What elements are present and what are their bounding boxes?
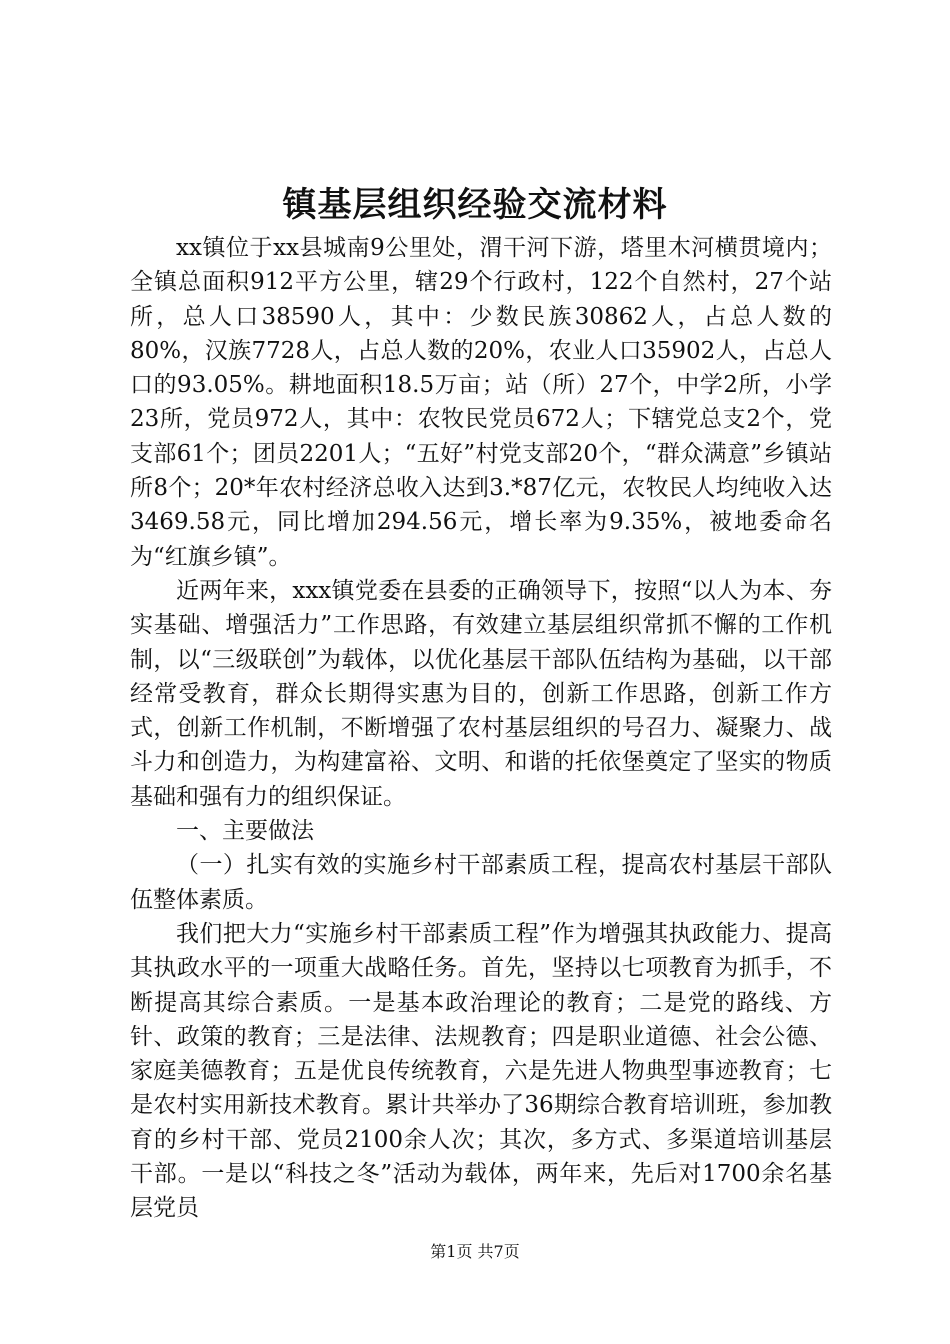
subsection-heading-cadre-quality: （一）扎实有效的实施乡村干部素质工程，提高农村基层干部队伍整体素质。 — [130, 852, 832, 913]
document-body — [130, 231, 832, 1226]
paragraph-cadre-training: 我们把大力“实施乡村干部素质工程”作为增强其执政能力、提高其执政水平的一项重大战略任务。首先，坚持以七项教育为抓手，不断提高其综合素质。一是基本政治理论的教育；二是党的路线、方针、政策的教育；三是法律、法规教育；四是职业道德、社会公德、家庭美德教育；五是优良传统教育，六是先进人物典型事迹教育；七是农村实用新技术教育。累计共举办了36期综合教育培训班，参加教育的乡村干部、党员2100余人次；其次，多方式、多渠道培训基层干部。一是以“科技之冬”活动为载体，两年来，先后对1700余名基层党员 — [130, 920, 832, 1222]
page-footer: 第1页 共7页 — [430, 1242, 520, 1261]
paragraph-town-overview: xx镇位于xx县城南9公里处，渭干河下游，塔里木河横贯境内；全镇总面积912平方公里，辖29个行政村，122个自然村，27个站所，总人口38590人，其中：少数民族30862人，占总人数的80%，汉族7728人，占总人数的20%，农业人口35902人，占总人口的93.05%。耕地面积18.5万亩；站（所）27个，中学2所，小学23所，党员972人，其中：农牧民党员672人；下辖党总支2个，党支部61个；团员2201人；“五好”村党支部20个，“群众满意”乡镇站所8个；20*年农村经济总收入达到3.*87亿元，农牧民人均纯收入达3469.58元，同比增加294.56元，增长率为9.35%，被地委命名为“红旗乡镇”。 — [130, 235, 832, 570]
paragraph-recent-work: 近两年来，xxx镇党委在县委的正确领导下，按照“以人为本、夯实基础、增强活力”工作思路，有效建立基层组织常抓不懈的工作机制，以“三级联创”为载体，以优化基层干部队伍结构为基础，以干部经常受教育，群众长期得实惠为目的，创新工作思路，创新工作方式，创新工作机制，不断增强了农村基层组织的号召力、凝聚力、战斗力和创造力，为构建富裕、文明、和谐的托依堡奠定了坚实的物质基础和强有力的组织保证。 — [130, 577, 832, 810]
document-title: 镇基层组织经验交流材料 — [282, 185, 668, 225]
section-heading-main-practices: 一、主要做法 — [176, 818, 314, 845]
